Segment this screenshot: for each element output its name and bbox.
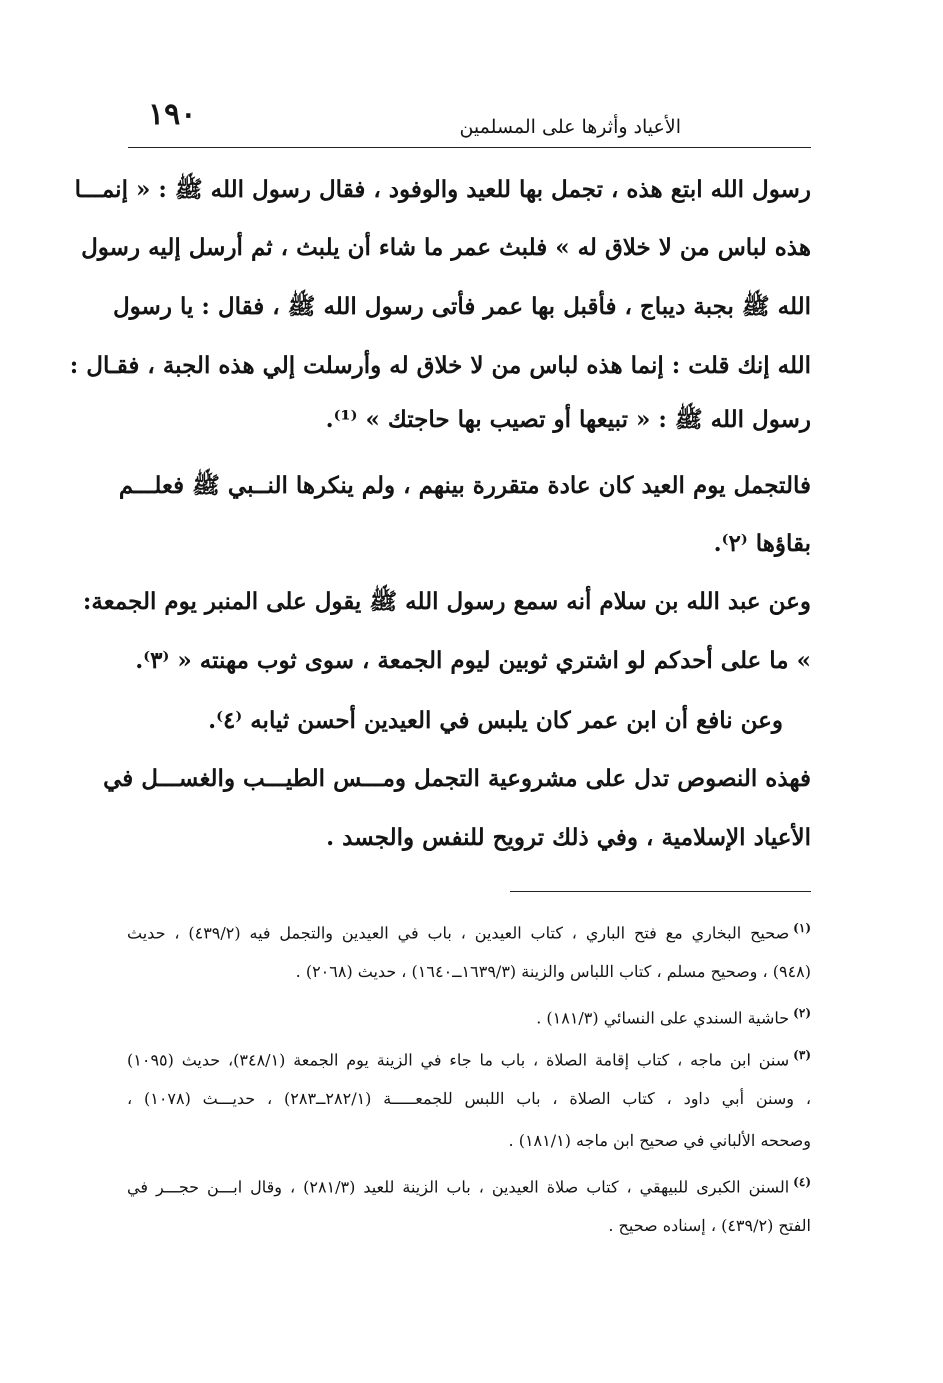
footnote-marker: (٣) <box>793 1048 811 1062</box>
footnote-text: سنن ابن ماجه ، كتاب إقامة الصلاة ، باب ما جاء في الزينة يوم الجمعة (٣٤٨/١)، حديث (١٠٩٥) <box>127 1050 790 1070</box>
body-line: رسول الله ﷺ : « تبيعها أو تصيب بها حاجتك » ⁽¹⁾. <box>325 406 811 433</box>
header-divider <box>128 147 811 148</box>
page-number: ١٩٠ <box>148 97 197 132</box>
body-line: وعن نافع أن ابن عمر كان يلبس في العيدين أحسن ثيابه ⁽٤⁾. <box>208 707 783 734</box>
footnote-4-cont: الفتح (٤٣٩/٢) ، إسناده صحيح . <box>608 1216 811 1235</box>
footnote-marker: (٢) <box>793 1006 811 1020</box>
body-line: الله إنك قلت : إنما هذه لباس من لا خلاق له وأرسلت إلي هذه الجبة ، فقـال : <box>69 352 811 379</box>
body-line: رسول الله ابتع هذه ، تجمل بها للعيد والوفود ، فقال رسول الله ﷺ : « إنمـــا <box>74 176 811 203</box>
footnote-text: صحيح البخاري مع فتح الباري ، كتاب العيدين ، باب في العيدين والتجمل فيه (٤٣٩/٢) ، حديث <box>127 923 790 943</box>
body-line: » ما على أحدكم لو اشتري ثوبين ليوم الجمعة ، سوى ثوب مهنته « ⁽٣⁾. <box>135 647 811 674</box>
body-line: الله ﷺ بجبة ديباج ، فأقبل بها عمر فأتى رسول الله ﷺ ، فقال : يا رسول <box>112 293 811 320</box>
body-line: فالتجمل يوم العيد كان عادة متقررة بينهم ، ولم ينكرها النــبي ﷺ فعلـــم <box>118 472 811 499</box>
body-line: وعن عبد الله بن سلام أنه سمع رسول الله ﷺ يقول على المنبر يوم الجمعة: <box>82 588 811 615</box>
footnote-2 <box>127 1007 811 1026</box>
footnote-marker: (٤) <box>793 1175 811 1189</box>
footnote-divider <box>510 891 811 892</box>
footnote-3-cont: وصححه الألباني في صحيح ابن ماجه (١٨١/١) . <box>508 1131 811 1150</box>
body-line: فهذه النصوص تدل على مشروعية التجمل ومـــس الطيـــب والغســـل في <box>103 765 811 792</box>
body-line: الأعياد الإسلامية ، وفي ذلك ترويح للنفس والجسد . <box>326 824 811 851</box>
footnote-1 <box>127 922 811 941</box>
running-header-title: الأعياد وأثرها على المسلمين <box>459 116 681 138</box>
body-line: هذه لباس من لا خلاق له » فلبث عمر ما شاء أن يلبث ، ثم أرسل إليه رسول <box>81 234 811 261</box>
footnote-text: حاشية السندي على النسائي (١٨١/٣) . <box>536 1008 790 1028</box>
footnote-text: السنن الكبرى للبيهقي ، كتاب صلاة العيدين ، باب الزينة للعيد (٢٨١/٣) ، وقال ابـــن حجـــر في <box>127 1177 790 1197</box>
footnote-4 <box>127 1176 811 1195</box>
footnote-3-cont: ، وسنن أبي داود ، كتاب الصلاة ، باب اللبس للجمعـــــة (٢٨٢/١ــ٢٨٣) ، حديـــث (١٠٧٨) ، <box>127 1089 811 1108</box>
body-line: بقاؤها ⁽٢⁾. <box>713 530 811 557</box>
footnote-1-cont: (٩٤٨) ، وصحيح مسلم ، كتاب اللباس والزينة (١٦٣٩/٣ــ١٦٤٠) ، حديث (٢٠٦٨) . <box>295 962 811 981</box>
footnote-marker: (١) <box>793 921 811 935</box>
footnote-3 <box>127 1049 811 1068</box>
